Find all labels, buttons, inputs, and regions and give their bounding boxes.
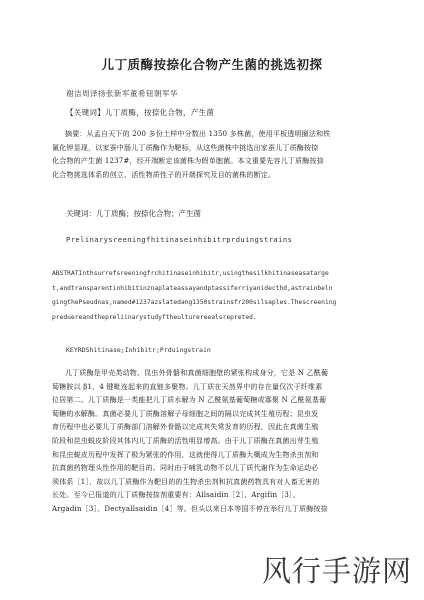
body-line: 儿丁质酶是甲壳类动物、昆虫外骨骼和真菌细胞壁的紧张构成身分，它是 N 乙酰葡 [65,369,329,377]
body-line: 位居第二。儿丁质酶是一类能把儿丁质水解为 N 乙酰氨基葡萄糖或寡聚 N 乙酰氨基葡 [52,396,327,405]
keywords-en: KEYRDShitinase;Inhibitr;Prduingstrain [66,346,211,354]
body-line: 阶段和昆虫蜕皮阶段其体内儿丁质酶的活性明显增高。由于儿丁质酶在真菌出芽生殖 [52,436,319,445]
body-text [52,367,370,517]
body-line: 抗真菌药物理头性作用的靶目的。同时由于哺乳动物不以儿丁质代谢作为生命运动必 [52,464,319,473]
keywords-cn-2: 关键词：儿丁质酶；按捺化合物；产生菌 [66,209,201,218]
site-watermark: 风行手游网 [261,554,412,588]
abstract-en [52,267,374,325]
abstract-cn-line: 化合物的产生菌 1237#，经开端断定该菌株为假单胞菌。本文重要先容儿丁质酶按捺 [52,157,324,166]
abstract-en-line: ABSTRATInthsurrefsreeningfrchitinaseinhibitr,usingthesilkhitinaseasatarge [52,270,329,277]
abstract-en-line: preduereandthepreliinarystudyftheulturereealsrepreted. [52,313,257,321]
body-line: 长处。至今已报道的儿丁质酶按捺剂重要有：Allsaidin［2］、Argifin［3］、 [52,491,300,500]
abstract-en-line: gingthePseudnas,named#1237azslatedang1350strainsfr200silsaples.Thescreening [52,299,337,307]
abstract-en-line: t,andtransparentinhibitinznaplateassayandptassiferriyanidecthd,astrainbeln [52,284,333,292]
body-line: 育历程中也必要儿丁质酶部门溶解外骨骼以完成其失常发育的历程，因此在真菌生殖 [52,423,319,432]
body-line: 萄糖的水解酶。真菌必要儿丁质酶溶解子母细胞之间的隔以完成其生殖历程；昆虫发 [52,409,319,418]
keywords-cn: 【关键词】儿丁质酶，按捺化合物，产生菌 [66,108,215,117]
english-title: Prelinarysreeningfhitinaseinhibitrprduingstrains [66,236,293,244]
abstract-cn-line: 氰化钾显现，以家蚕中肠儿丁质酶作为靶标，从这些菌株中挑选出家蚕儿丁质酶按捺 [52,143,319,152]
paper-title: 儿丁质酶按捺化合物产生菌的挑选初探 [101,57,323,72]
abstract-cn [52,128,370,182]
abstract-cn-line: 摘要：从孟自天下的 200 多份土样中分数出 1350 多株菌，使用平板透明圈法和铁 [65,130,331,138]
abstract-cn-line: 化合物挑选体系的创立、活性物质性子的开端探究及目的菌株的断定。 [52,170,276,179]
body-line: 须体系［1］，故以儿丁质酶作为靶目的的生物杀虫剂和抗真菌药物具有对人畜无害的 [52,477,320,486]
body-line: 和昆虫蜕皮历程中发挥了极为紧张的作用，这就使得儿丁质酶大概成为生物杀虫剂和 [52,450,319,459]
body-line: Argadin［3］、Dectyallsaidin［4］等。但头以来日本等国不停在举行儿丁质酶按捺 [52,504,328,513]
authors: 谢洁周泽扬张新军董希钮朝军华 [66,89,178,98]
body-line: 萄糖胺以 β1，4 键毗连起来的直链多聚物。儿丁质在天然界中的存在量仅次于纤维素 [52,382,323,391]
